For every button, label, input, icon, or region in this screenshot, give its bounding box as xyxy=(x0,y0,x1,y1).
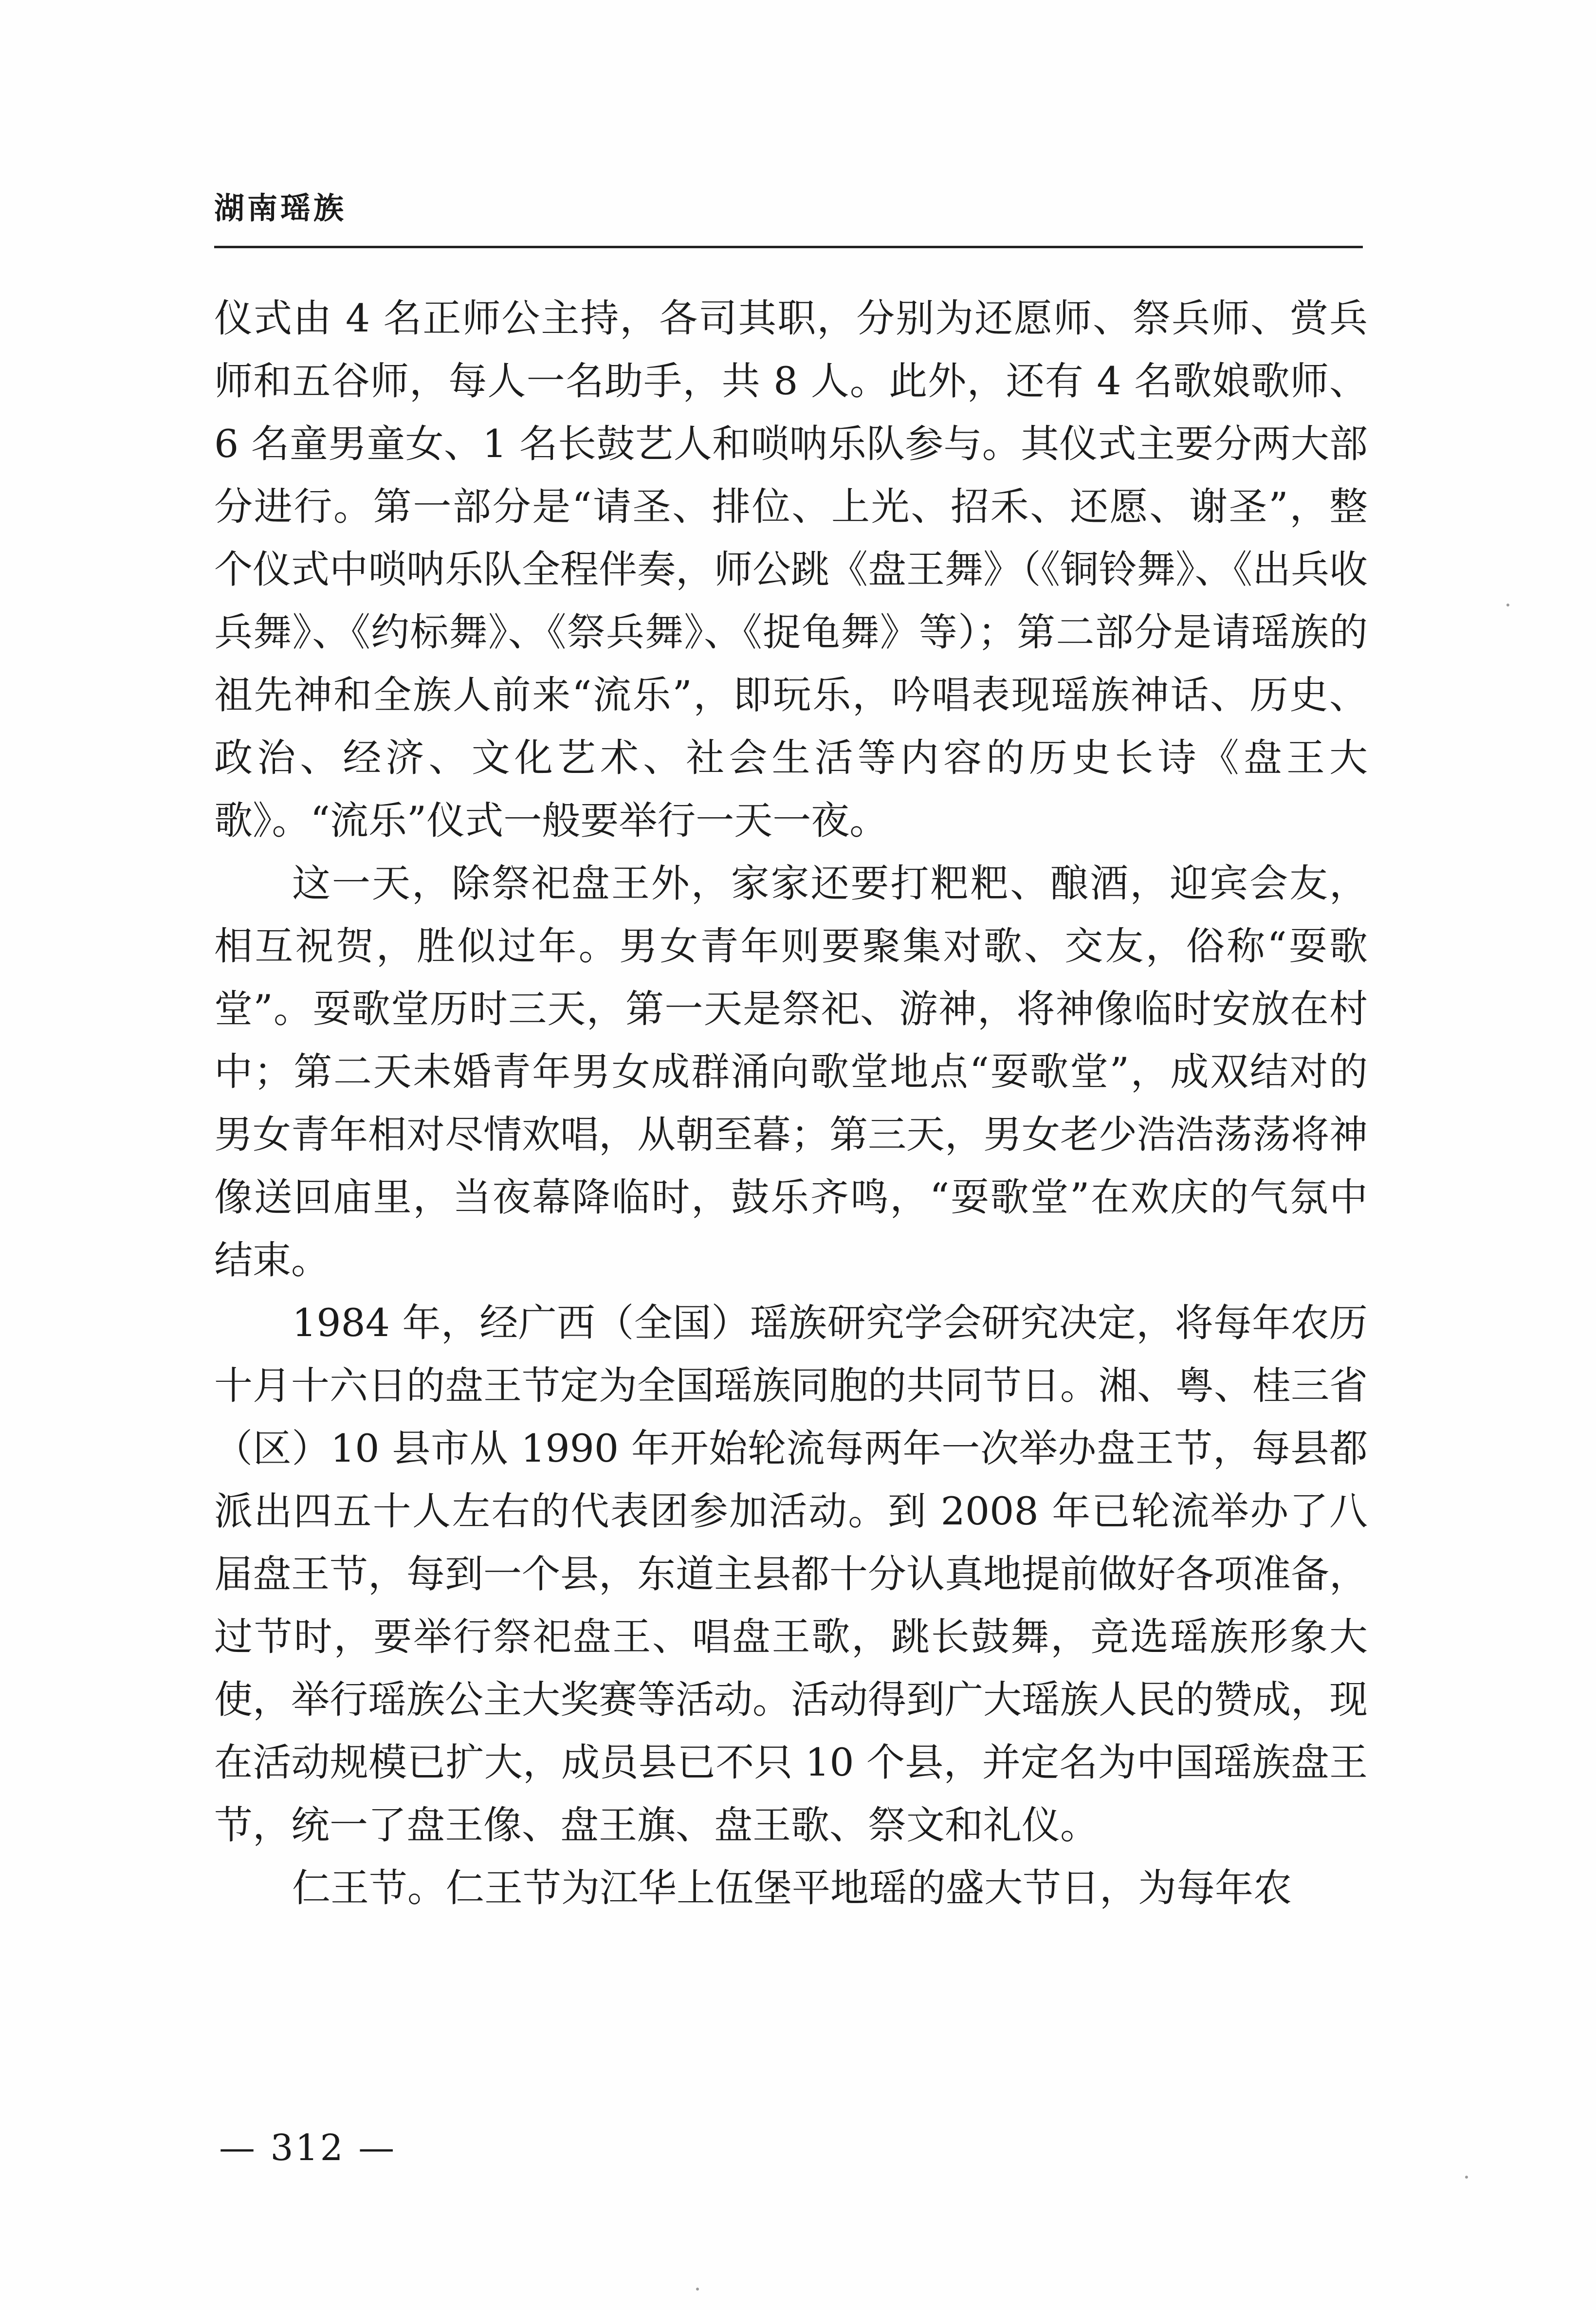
paper-speck xyxy=(1465,2176,1468,2179)
paragraph-4: 仁王节。仁王节为江华上伍堡平地瑶的盛大节日，为每年农 xyxy=(292,1866,1292,1910)
body-text xyxy=(214,287,1368,1920)
paper-speck xyxy=(696,2288,699,2291)
running-head-title: 湖南瑶族 xyxy=(214,190,347,226)
paragraph-2: 这一天，除祭祀盘王外，家家还要打粑粑、酿酒，迎宾会友，相互祝贺，胜似过年。男女青年则要聚集对歌、交友，俗称“耍歌堂”。耍歌堂历时三天，第一天是祭祀、游神，将神像临时安放在村中；第二天未婚青年男女成群涌向歌堂地点“耍歌堂”，成双结对的男女青年相对尽情欢唱，从朝至暮；第三天，男女老少浩浩荡荡将神像送回庙里，当夜幕降临时，鼓乐齐鸣，“耍歌堂”在欢庆的气氛中结束。 xyxy=(214,861,1368,1283)
paragraph-3: 1984 年，经广西（全国）瑶族研究学会研究决定，将每年农历十月十六日的盘王节定为全国瑶族同胞的共同节日。湘、粤、桂三省（区）10 县市从 1990 年开始轮流每两年一次举办盘王节，每县都派出四五十人左右的代表团参加活动。到 2008 年已轮流举办了八届盘王节，每到一个县，东道主县都十分认真地提前做好各项准备，过节时，要举行祭祀盘王、唱盘王歌，跳长鼓舞，竞选瑶族形象大使，举行瑶族公主大奖赛等活动。活动得到广大瑶族人民的赞成，现在活动规模已扩大，成员县已不只 10 个县，并定名为中国瑶族盘王节，统一了盘王像、盘王旗、盘王歌、祭文和礼仪。 xyxy=(214,1301,1368,1848)
paragraph-1: 仪式由 4 名正师公主持，各司其职，分别为还愿师、祭兵师、赏兵师和五谷师，每人一名助手，共 8 人。此外，还有 4 名歌娘歌师、6 名童男童女、1 名长鼓艺人和唢呐乐队参与。其仪式主要分两大部分进行。第一部分是“请圣、排位、上光、招禾、还愿、谢圣”，整个仪式中唢呐乐队全程伴奏，师公跳《盘王舞》（《铜铃舞》、《出兵收兵舞》、《约标舞》、《祭兵舞》、《捉龟舞》等）；第二部分是请瑶族的祖先神和全族人前来“流乐”，即玩乐，吟唱表现瑶族神话、历史、政治、经济、文化艺术、社会生活等内容的历史长诗《盘王大歌》。“流乐”仪式一般要举行一天一夜。 xyxy=(214,296,1368,843)
header-rule xyxy=(214,246,1363,248)
page-number: — 312 — xyxy=(219,2127,397,2169)
paper-speck xyxy=(1506,604,1509,606)
